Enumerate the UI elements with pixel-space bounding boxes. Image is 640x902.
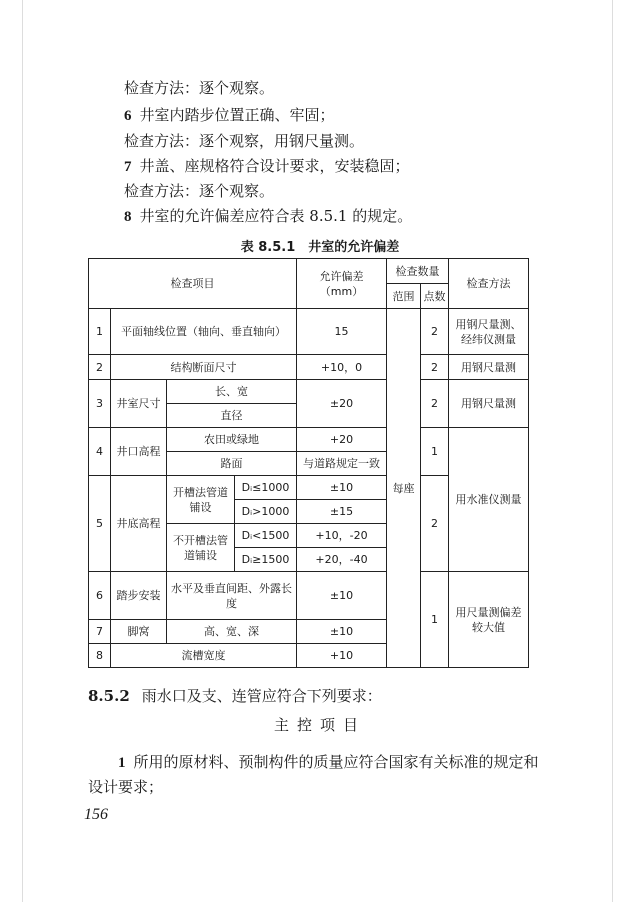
table-row: 3 井室尺寸 长、宽 ±20 2 用钢尺量测 — [89, 380, 529, 404]
paragraph: 1 所用的原材料、预制构件的质量应符合国家有关标准的规定和设计要求； — [88, 753, 539, 796]
table-row: 6 踏步安装 水平及垂直间距、外露长度 ±10 1 用尺量测偏差较大值 — [89, 572, 529, 620]
table-row: 7 脚窝 高、宽、深 ±10 — [89, 620, 529, 644]
text-line: 8 井室的允许偏差应符合表 8.5.1 的规定。 — [124, 207, 413, 225]
table-row: 4 井口高程 农田或绿地 +20 1 用水准仪测量 — [89, 428, 529, 452]
text-line: 6 井室内踏步位置正确、牢固； — [124, 106, 335, 124]
range-cell: 每座 — [387, 309, 421, 668]
table-row: 2 结构断面尺寸 +10，0 2 用钢尺量测 — [89, 355, 529, 380]
page-edge-left — [22, 0, 23, 902]
header-quantity: 检查数量 — [387, 259, 449, 284]
table-row: 不开槽法管道铺设 Dᵢ<1500 +10，-20 — [89, 524, 529, 548]
page-number: 156 — [84, 806, 108, 823]
table-row: 路面 与道路规定一致 — [89, 452, 529, 476]
page-edge-right — [612, 0, 613, 902]
table-title: 表 8.5.1 井室的允许偏差 — [240, 240, 400, 255]
header-method: 检查方法 — [449, 259, 529, 309]
text-line: 7 井盖、座规格符合设计要求，安装稳固； — [124, 157, 410, 175]
table-row: 8 流槽宽度 +10 — [89, 644, 529, 668]
subheading: 主控项目 — [273, 716, 366, 734]
text-line: 检查方法：逐个观察。 — [124, 79, 275, 97]
header-item: 检查项目 — [89, 259, 297, 309]
text-line: 检查方法：逐个观察，用钢尺量测。 — [124, 132, 365, 150]
table-row: Dᵢ≥1500 +20，-40 — [89, 548, 529, 572]
header-deviation: 允许偏差 （mm） — [297, 259, 387, 309]
table-row: 1 平面轴线位置（轴向、垂直轴向） 15 每座 2 用钢尺量测、经纬仪测量 — [89, 309, 529, 355]
header-points: 点数 — [421, 284, 449, 309]
table-row: 5 井底高程 开槽法管道铺设 Dᵢ≤1000 ±10 2 — [89, 476, 529, 500]
section-heading: 8.5.2 雨水口及支、连管应符合下列要求： — [88, 687, 382, 705]
text-line: 检查方法：逐个观察。 — [124, 182, 275, 200]
table-row: 直径 — [89, 404, 529, 428]
table-row: Dᵢ>1000 ±15 — [89, 500, 529, 524]
header-range: 范围 — [387, 284, 421, 309]
tolerance-table — [88, 258, 529, 668]
